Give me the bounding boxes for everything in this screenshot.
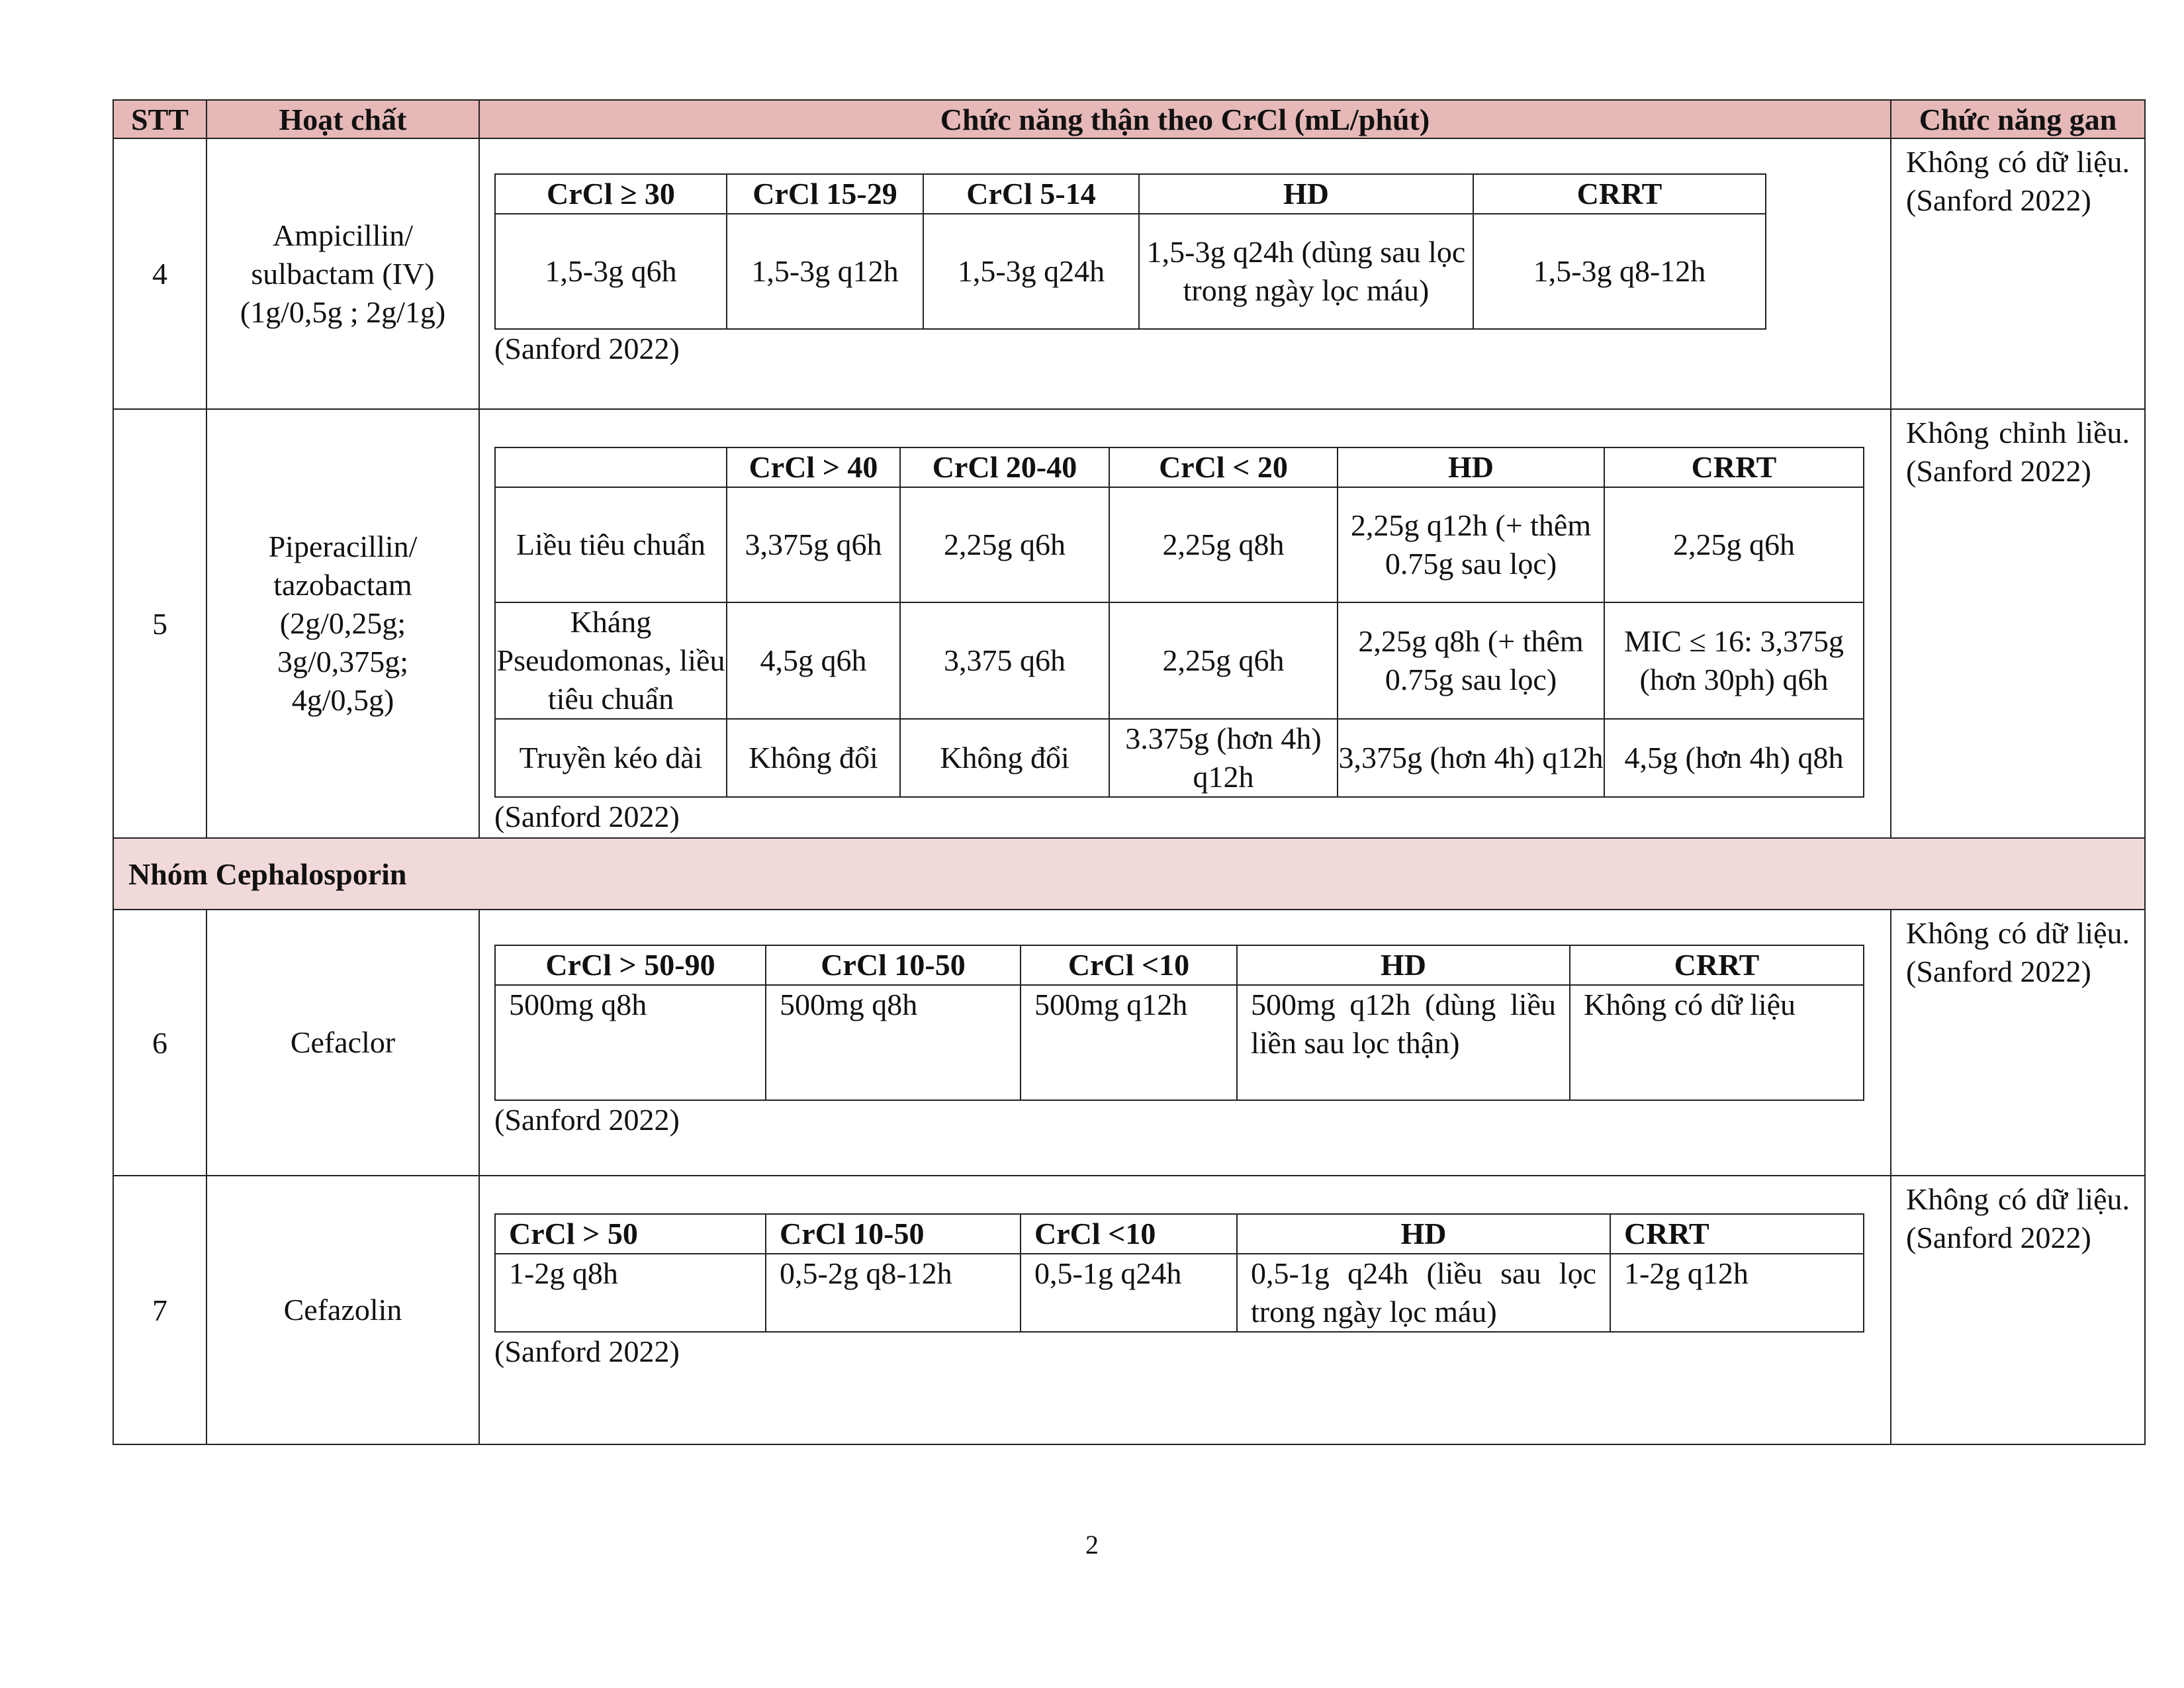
row-stt: 7 (113, 1176, 206, 1444)
drug-name-line: Cefazolin (283, 1293, 402, 1327)
inner-value-cell: 1,5-3g q8-12h (1473, 214, 1766, 329)
inner-header-cell: CrCl 5-14 (923, 174, 1139, 214)
row-liver-function: Không có dữ liệu. (Sanford 2022) (1891, 138, 2145, 409)
inner-value-cell: Không có dữ liệu (1570, 985, 1864, 1100)
table-row (113, 138, 2145, 409)
table-row (113, 910, 2145, 1176)
inner-value-row (495, 1254, 1864, 1332)
drug-name-line: 3g/0,375g; (277, 645, 409, 679)
inner-header-cell: CrCl < 20 (1109, 447, 1338, 487)
row-liver-function: Không có dữ liệu. (Sanford 2022) (1891, 1176, 2145, 1444)
group-label: Nhóm Cephalosporin (113, 838, 2145, 910)
inner-value-cell: 4,5g (hơn 4h) q8h (1604, 719, 1864, 797)
inner-header-row (495, 447, 1864, 487)
inner-header-cell (495, 447, 727, 487)
inner-header-row (495, 945, 1864, 985)
inner-header-cell: HD (1237, 945, 1570, 985)
group-row (113, 838, 2145, 910)
row-stt: 5 (113, 409, 206, 838)
inner-header-cell: CrCl <10 (1021, 945, 1237, 985)
inner-value-cell: 3,375g (hơn 4h) q12h (1338, 719, 1604, 797)
inner-header-cell: CRRT (1610, 1214, 1864, 1254)
inner-value-cell: 2,25g q12h (+ thêm 0.75g sau lọc) (1338, 487, 1604, 602)
inner-value-cell: 1,5-3g q24h (923, 214, 1139, 329)
inner-header-cell: CRRT (1473, 174, 1766, 214)
row-kidney-dosing (479, 1176, 1891, 1444)
inner-value-cell: 500mg q8h (495, 985, 766, 1100)
table-header-row (113, 100, 2145, 138)
inner-value-cell: 500mg q12h (dùng liều liền sau lọc thận) (1237, 985, 1570, 1100)
row-stt: 6 (113, 910, 206, 1176)
crcl-dosing-table (494, 173, 1766, 330)
inner-value-cell: 1,5-3g q24h (dùng sau lọc trong ngày lọc máu) (1139, 214, 1473, 329)
inner-header-cell: CrCl > 50 (495, 1214, 766, 1254)
inner-row-label: Truyền kéo dài (495, 719, 727, 797)
inner-value-cell: 0,5-2g q8-12h (766, 1254, 1021, 1332)
inner-value-cell: 4,5g q6h (727, 602, 900, 719)
crcl-dosing-table (494, 1213, 1864, 1333)
source-citation: (Sanford 2022) (494, 800, 680, 833)
source-citation: (Sanford 2022) (494, 1335, 680, 1368)
inner-value-cell: 2,25g q8h (+ thêm 0.75g sau lọc) (1338, 602, 1604, 719)
crcl-dosing-table (494, 447, 1864, 798)
row-drug (206, 910, 479, 1176)
row-kidney-dosing (479, 409, 1891, 838)
inner-value-cell: 1-2g q12h (1610, 1254, 1864, 1332)
inner-header-cell: HD (1338, 447, 1604, 487)
header-kidney-function: Chức năng thận theo CrCl (mL/phút) (479, 100, 1891, 138)
drug-name-line: 4g/0,5g) (291, 683, 394, 717)
inner-header-cell: CrCl 10-50 (766, 1214, 1021, 1254)
inner-value-cell: 2,25g q6h (1109, 602, 1338, 719)
table-row (113, 409, 2145, 838)
table-row (113, 1176, 2145, 1444)
inner-value-cell: 3.375g (hơn 4h) q12h (1109, 719, 1338, 797)
inner-value-cell: 0,5-1g q24h (liều sau lọc trong ngày lọc máu) (1237, 1254, 1610, 1332)
header-stt: STT (113, 100, 206, 138)
row-stt: 4 (113, 138, 206, 409)
header-active-ingredient: Hoạt chất (206, 100, 479, 138)
drug-name-line: Piperacillin/ (268, 530, 418, 563)
inner-value-cell: Không đổi (900, 719, 1109, 797)
inner-value-row (495, 985, 1864, 1100)
inner-value-row (495, 719, 1864, 797)
inner-value-row (495, 487, 1864, 602)
row-drug (206, 138, 479, 409)
header-liver-function: Chức năng gan (1891, 100, 2145, 138)
source-citation: (Sanford 2022) (494, 332, 680, 365)
inner-value-cell: 0,5-1g q24h (1021, 1254, 1237, 1332)
inner-value-cell: MIC ≤ 16: 3,375g (hơn 30ph) q6h (1604, 602, 1864, 719)
row-drug (206, 409, 479, 838)
inner-header-cell: CrCl <10 (1021, 1214, 1237, 1254)
inner-header-cell: HD (1237, 1214, 1610, 1254)
crcl-dosing-table (494, 945, 1864, 1101)
inner-value-cell: 3,375 q6h (900, 602, 1109, 719)
inner-value-cell: 1,5-3g q12h (727, 214, 923, 329)
inner-value-row (495, 602, 1864, 719)
inner-value-cell: 1,5-3g q6h (495, 214, 727, 329)
inner-header-row (495, 174, 1766, 214)
inner-header-cell: CRRT (1570, 945, 1864, 985)
inner-header-cell: CrCl > 50-90 (495, 945, 766, 985)
inner-value-cell: 2,25g q6h (900, 487, 1109, 602)
drug-name-line: Cefaclor (290, 1025, 396, 1059)
inner-header-cell: CrCl ≥ 30 (495, 174, 727, 214)
inner-value-row (495, 214, 1766, 329)
inner-header-cell: CrCl 10-50 (766, 945, 1021, 985)
inner-value-cell: 500mg q8h (766, 985, 1021, 1100)
row-kidney-dosing (479, 910, 1891, 1176)
row-liver-function: Không có dữ liệu. (Sanford 2022) (1891, 910, 2145, 1176)
dosage-adjustment-table (113, 99, 2146, 1445)
inner-value-cell: 1-2g q8h (495, 1254, 766, 1332)
inner-value-cell: 3,375g q6h (727, 487, 900, 602)
drug-name-line: tazobactam (273, 568, 412, 602)
inner-header-cell: HD (1139, 174, 1473, 214)
drug-name-line: (1g/0,5g ; 2g/1g) (240, 295, 446, 329)
drug-name-line: Ampicillin/ (272, 218, 414, 252)
drug-name-line: sulbactam (IV) (251, 256, 435, 291)
inner-row-label: Kháng Pseudomonas, liều tiêu chuẩn (495, 602, 727, 719)
inner-value-cell: 2,25g q8h (1109, 487, 1338, 602)
row-kidney-dosing (479, 138, 1891, 409)
inner-header-cell: CRRT (1604, 447, 1864, 487)
row-drug (206, 1176, 479, 1444)
inner-value-cell: 500mg q12h (1021, 985, 1237, 1100)
drug-name-line: (2g/0,25g; (279, 606, 406, 640)
inner-value-cell: Không đổi (727, 719, 900, 797)
inner-header-cell: CrCl > 40 (727, 447, 900, 487)
inner-value-cell: 2,25g q6h (1604, 487, 1864, 602)
inner-row-label: Liều tiêu chuẩn (495, 487, 727, 602)
source-citation: (Sanford 2022) (494, 1103, 680, 1137)
inner-header-row (495, 1214, 1864, 1254)
inner-header-cell: CrCl 20-40 (900, 447, 1109, 487)
inner-header-cell: CrCl 15-29 (727, 174, 923, 214)
page-number: 2 (1085, 1530, 1099, 1560)
row-liver-function: Không chỉnh liều. (Sanford 2022) (1891, 409, 2145, 838)
